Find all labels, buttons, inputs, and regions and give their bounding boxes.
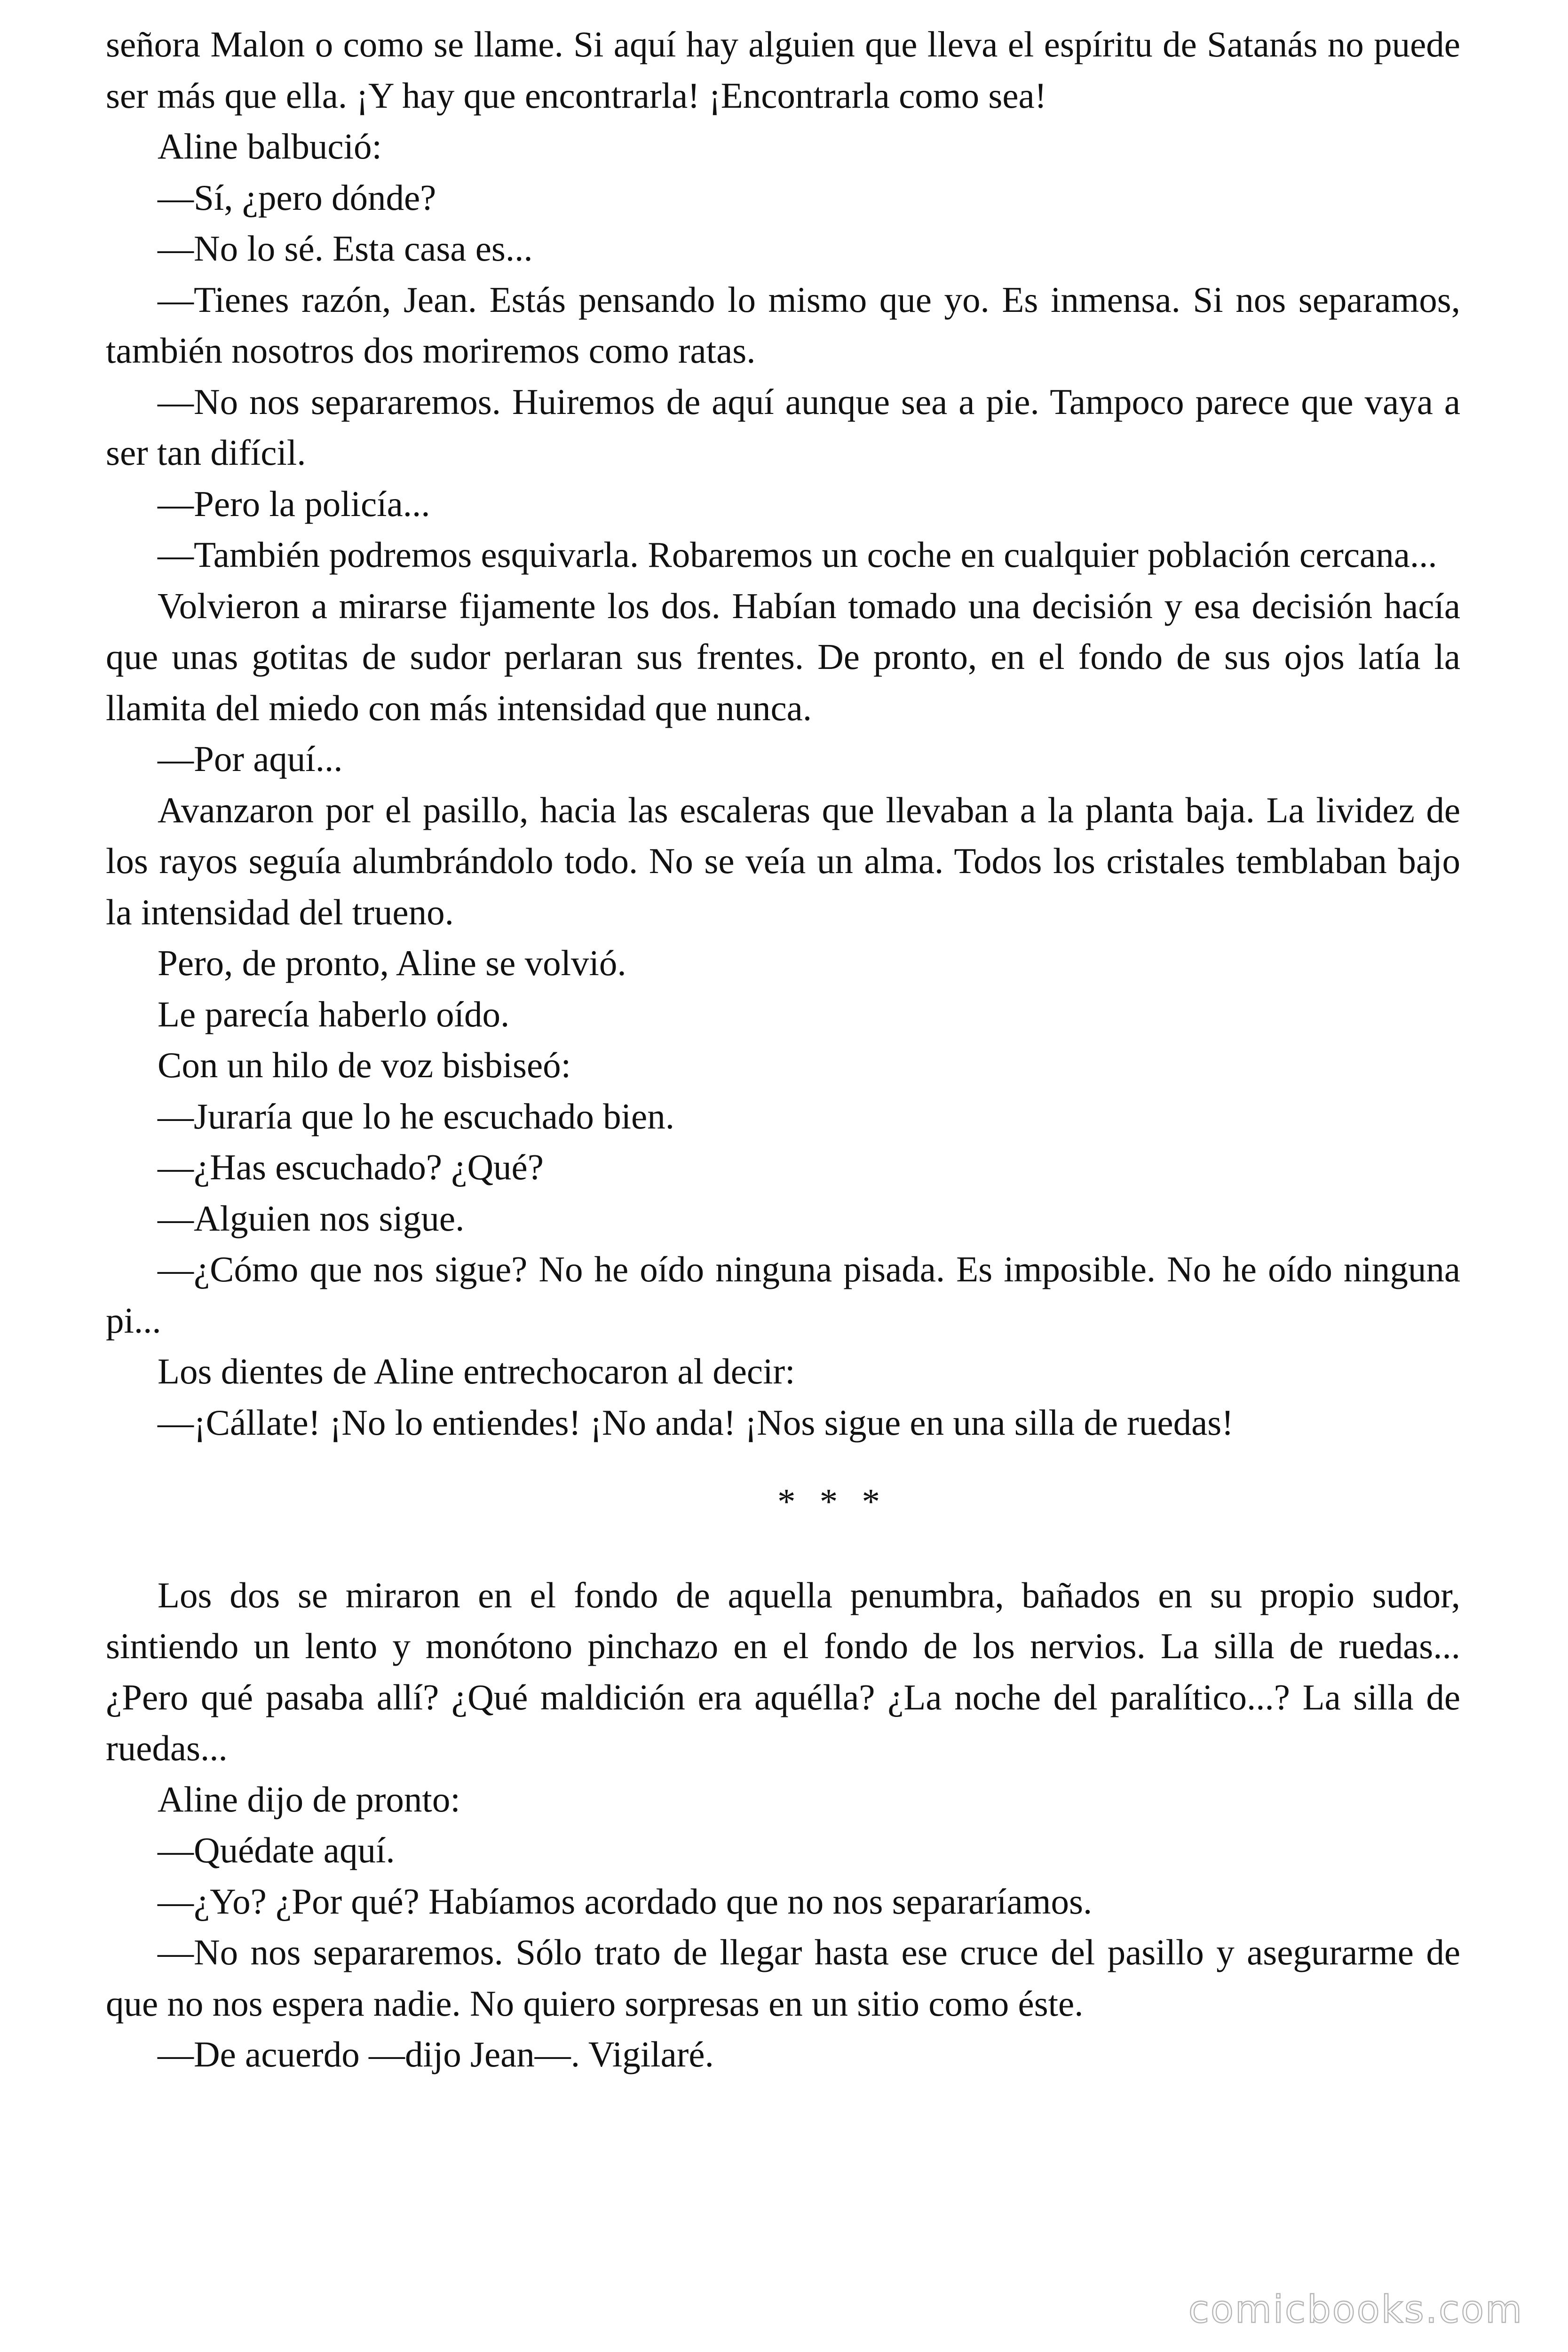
- watermark: comicbooks.com: [1188, 2288, 1523, 2331]
- paragraph: —¿Cómo que nos sigue? No he oído ninguna pisada. Es imposible. No he oído ninguna pi...: [106, 1249, 1460, 1341]
- paragraph: —¡Cállate! ¡No lo entiendes! ¡No anda! ¡Nos sigue en una silla de ruedas!: [158, 1402, 1234, 1443]
- paragraph: —Quédate aquí.: [158, 1830, 395, 1870]
- paragraph: —Sí, ¿pero dónde?: [158, 177, 436, 218]
- scene-separator: * * *: [777, 1481, 887, 1522]
- paragraph: Aline dijo de pronto:: [158, 1779, 460, 1820]
- paragraph: —¿Yo? ¿Por qué? Habíamos acordado que no nos separaríamos.: [158, 1881, 1093, 1922]
- paragraph: —No nos separaremos. Huiremos de aquí aunque sea a pie. Tampoco parece que vaya a ser tan difícil.: [106, 381, 1460, 473]
- paragraph: —¿Has escuchado? ¿Qué?: [158, 1147, 544, 1187]
- paragraph: Pero, de pronto, Aline se volvió.: [158, 943, 626, 983]
- paragraph: —También podremos esquivarla. Robaremos un coche en cualquier población cercana...: [158, 534, 1437, 575]
- paragraph: —De acuerdo —dijo Jean—. Vigilaré.: [158, 2034, 714, 2074]
- paragraph: Volvieron a mirarse fijamente los dos. Habían tomado una decisión y esa decisión hacía que unas gotitas de sudor perlaran sus frentes. De pronto, en el fondo de sus ojos latía la llamita del miedo con más intensidad que nunca.: [106, 585, 1460, 728]
- paragraph: Con un hilo de voz bisbiseó:: [158, 1045, 571, 1085]
- paragraph: Los dos se miraron en el fondo de aquella penumbra, bañados en su propio sudor, sintiendo un lento y monótono pinchazo en el fondo de los nervios. La silla de ruedas... ¿Pero qué pasaba allí? ¿Qué maldición era aquélla? ¿La noche del paralítico...? La silla de ruedas...: [106, 1574, 1460, 1768]
- paragraph: —No nos separaremos. Sólo trato de llegar hasta ese cruce del pasillo y asegurarme de que no nos espera nadie. No quiero sorpresas en un sitio como éste.: [106, 1932, 1460, 2024]
- paragraph: Aline balbució:: [158, 126, 382, 167]
- paragraph: Los dientes de Aline entrechocaron al decir:: [158, 1351, 795, 1391]
- paragraph: —Por aquí...: [158, 739, 343, 779]
- book-page: [106, 19, 1460, 2080]
- paragraph: señora Malon o como se llame. Si aquí hay alguien que lleva el espíritu de Satanás no puede ser más que ella. ¡Y hay que encontrarla! ¡Encontrarla como sea!: [106, 24, 1460, 116]
- paragraph: Avanzaron por el pasillo, hacia las escaleras que llevaban a la planta baja. La lividez de los rayos seguía alumbrándolo todo. No se veía un alma. Todos los cristales temblaban bajo la intensidad del trueno.: [106, 789, 1460, 932]
- paragraph: —Alguien nos sigue.: [158, 1198, 465, 1239]
- paragraph: —Juraría que lo he escuchado bien.: [158, 1096, 674, 1136]
- paragraph: Le parecía haberlo oído.: [158, 993, 510, 1034]
- paragraph: —Tienes razón, Jean. Estás pensando lo mismo que yo. Es inmensa. Si nos separamos, también nosotros dos moriremos como ratas.: [106, 279, 1460, 371]
- paragraph: —No lo sé. Esta casa es...: [158, 228, 533, 269]
- paragraph: —Pero la policía...: [158, 483, 430, 524]
